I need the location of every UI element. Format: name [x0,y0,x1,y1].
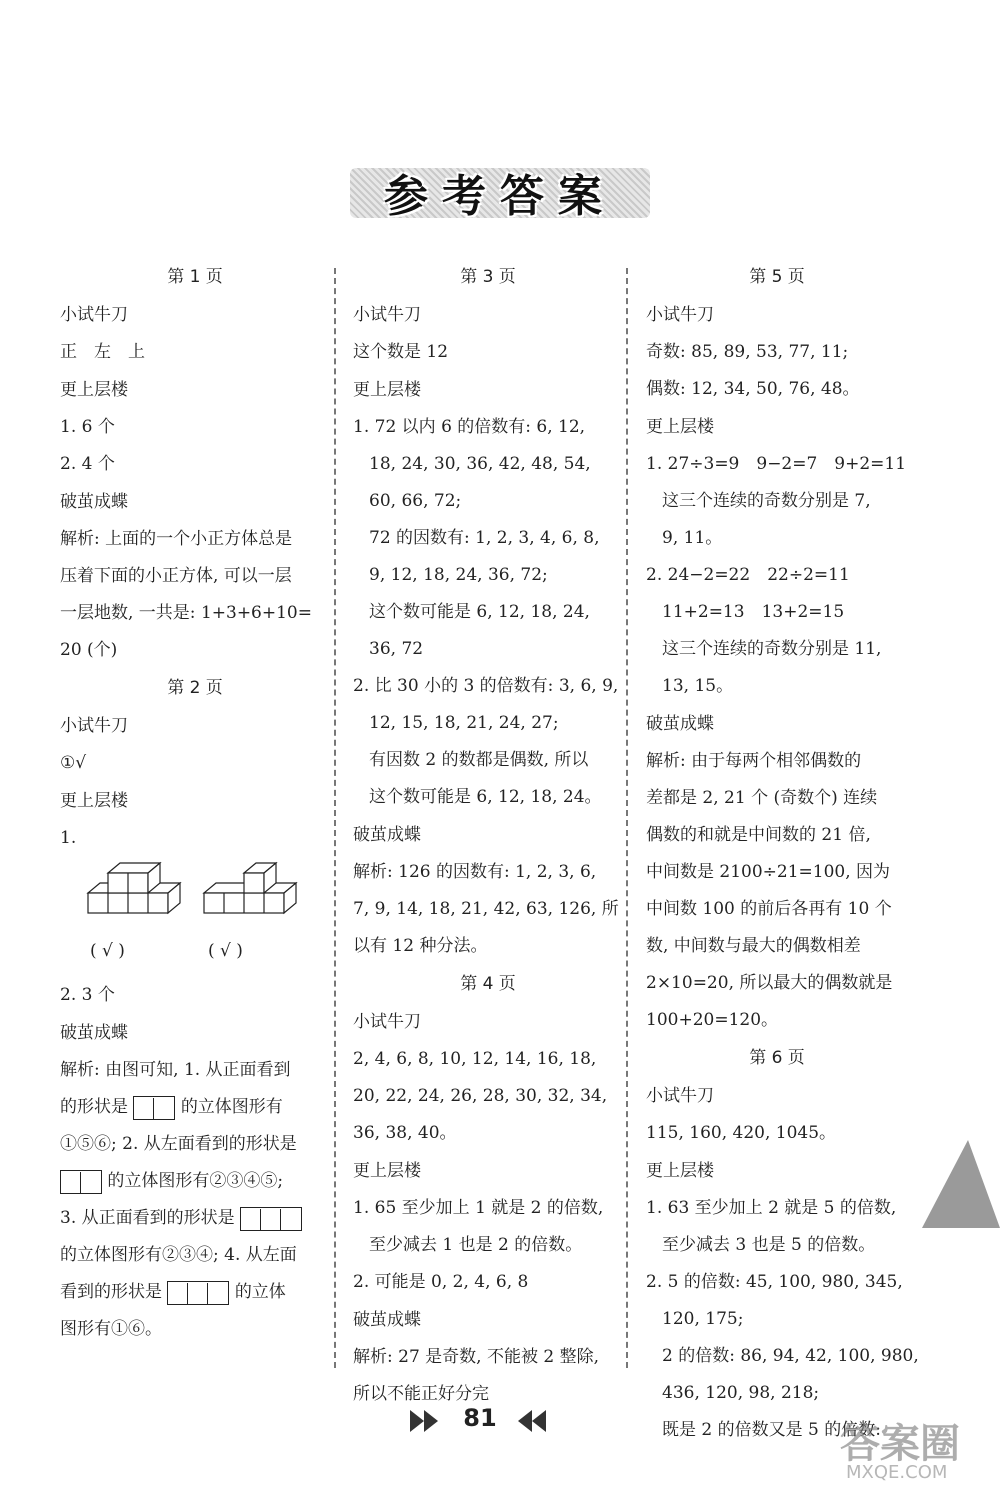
figure-2-answer: ( √ ) [208,941,243,961]
section-heading: 更上层楼 [60,791,128,811]
answer-line: 13, 15。 [662,676,734,696]
section-heading: 更上层楼 [353,380,421,400]
answer-line: 36, 72 [369,639,424,659]
section-heading: 破茧成蝶 [353,825,421,845]
section-heading: 更上层楼 [353,1161,421,1181]
answer-line: 这个数可能是 6, 12, 18, 24, [369,602,590,622]
answer-line: 7, 9, 14, 18, 21, 42, 63, 126, 所 [353,899,619,919]
section-heading: 小试牛刀 [60,716,128,736]
answer-line: 3. 从正面看到的形状是 [60,1200,330,1237]
section-heading: 破茧成蝶 [60,1023,128,1043]
answer-line: 解析: 由图可知, 1. 从正面看到 [60,1060,291,1080]
answer-line: 有因数 2 的数都是偶数, 所以 [369,750,589,770]
answer-line: 这三个连续的奇数分别是 11, [662,639,882,659]
answer-line: 2. 24−2=22 22÷2=11 [646,565,850,585]
shape-three-squares-icon [240,1207,302,1231]
section-heading: 破茧成蝶 [353,1310,421,1330]
margin-triangle-icon [922,1140,1000,1230]
answer-line: 偶数: 12, 34, 50, 76, 48。 [646,379,860,399]
answer-line: 20 (个) [60,640,118,660]
figure-1-answer: ( √ ) [90,941,125,961]
answer-line: 2. 4 个 [60,454,115,474]
answer-line: 36, 38, 40。 [353,1123,457,1143]
answer-line: 的立体图形有②③④⑤; [60,1163,330,1200]
answer-line: 20, 22, 24, 26, 28, 30, 32, 34, [353,1086,608,1106]
shape-two-squares-icon [60,1170,102,1194]
answer-line: 数, 中间数与最大的偶数相差 [646,936,861,956]
shape-two-squares-icon [133,1096,175,1120]
answer-line: 解析: 由于每两个相邻偶数的 [646,751,862,771]
answer-line: 2 的倍数: 86, 94, 42, 100, 980, [662,1346,919,1366]
section-heading: 更上层楼 [646,1161,714,1181]
column-divider [626,268,628,1368]
answer-line: 中间数 100 的前后各再有 10 个 [646,899,892,919]
arrow-left-icon [518,1406,554,1436]
page-heading: 第 5 页 [749,267,805,287]
answer-line: 一层地数, 一共是: 1+3+6+10= [60,603,312,623]
arrow-right-icon [410,1406,446,1436]
answer-line: 这三个连续的奇数分别是 7, [662,491,871,511]
answer-line: 奇数: 85, 89, 53, 77, 11; [646,342,849,362]
answer-line: 2. 5 的倍数: 45, 100, 980, 345, [646,1272,903,1292]
answer-line: 的立体图形有②③④; 4. 从左面 [60,1245,297,1265]
column-divider [334,268,336,1368]
answer-line: 11+2=13 13+2=15 [662,602,845,622]
page-heading: 第 6 页 [749,1048,805,1068]
section-heading: 更上层楼 [60,380,128,400]
section-heading: 小试牛刀 [60,305,128,325]
watermark-logo: 答案圈 MXQE.COM [840,1421,960,1483]
section-heading: 小试牛刀 [646,305,714,325]
page-heading: 第 4 页 [460,974,516,994]
cube-figures [60,857,330,977]
answer-line: 60, 66, 72; [369,491,462,511]
answer-line: 1. 27÷3=9 9−2=7 9+2=11 [646,454,907,474]
column-1 [60,258,330,1348]
section-heading: 小试牛刀 [353,305,421,325]
section-heading: 破茧成蝶 [646,714,714,734]
answer-line: 12, 15, 18, 21, 24, 27; [369,713,559,733]
section-heading: 小试牛刀 [353,1012,421,1032]
answer-line: 正 左 上 [60,342,145,362]
answer-line: 这个数是 12 [353,342,449,362]
answer-line: 2. 3 个 [60,985,115,1005]
page-title: 参考答案 [330,150,670,230]
shape-three-squares-icon [167,1281,229,1305]
answer-line: 1. 72 以内 6 的倍数有: 6, 12, [353,417,586,437]
answer-line: 解析: 27 是奇数, 不能被 2 整除, [353,1347,600,1367]
answer-line: 这个数可能是 6, 12, 18, 24。 [369,787,602,807]
answer-line: 2, 4, 6, 8, 10, 12, 14, 16, 18, [353,1049,597,1069]
answer-line: 至少减去 3 也是 5 的倍数。 [662,1235,876,1255]
answer-line: 解析: 126 的因数有: 1, 2, 3, 6, [353,862,597,882]
column-2 [353,258,623,1413]
answer-line: 看到的形状是 的立体 [60,1274,330,1311]
answer-line: 1. 6 个 [60,417,115,437]
page-number: 81 [463,1404,497,1432]
answer-line: 72 的因数有: 1, 2, 3, 4, 6, 8, [369,528,600,548]
page-heading: 第 3 页 [460,267,516,287]
answer-line: 436, 120, 98, 218; [662,1383,820,1403]
section-heading: 破茧成蝶 [60,492,128,512]
answer-line: 115, 160, 420, 1045。 [646,1123,837,1143]
answer-line: 以有 12 种分法。 [353,936,488,956]
answer-line: 偶数的和就是中间数的 21 倍, [646,825,871,845]
section-heading: 更上层楼 [646,417,714,437]
answer-line: 2. 可能是 0, 2, 4, 6, 8 [353,1272,529,1292]
page-heading: 第 2 页 [167,678,223,698]
column-3 [646,258,919,1449]
answer-line: 9, 11。 [662,528,723,548]
answer-line: 1. 63 至少加上 2 就是 5 的倍数, [646,1198,897,1218]
answer-line: 2×10=20, 所以最大的偶数就是 [646,973,893,993]
answer-line: 至少减去 1 也是 2 的倍数。 [369,1235,583,1255]
answer-line: 压着下面的小正方体, 可以一层 [60,566,292,586]
answer-line: 120, 175; [662,1309,744,1329]
answer-line: 1. [60,828,77,848]
answer-line: 1. 65 至少加上 1 就是 2 的倍数, [353,1198,604,1218]
answer-line: 9, 12, 18, 24, 36, 72; [369,565,548,585]
answer-line: ①⑤⑥; 2. 从左面看到的形状是 [60,1134,297,1154]
cube-diagram [84,857,324,937]
answer-line: 解析: 上面的一个小正方体总是 [60,529,293,549]
answer-line: 的形状是 的立体图形有 [60,1089,330,1126]
answer-line: 差都是 2, 21 个 (奇数个) 连续 [646,788,878,808]
answer-line: 2. 比 30 小的 3 的倍数有: 3, 6, 9, [353,676,619,696]
answer-line: 图形有①⑥。 [60,1319,162,1339]
answer-line: 18, 24, 30, 36, 42, 48, 54, [369,454,591,474]
answer-line: 所以不能正好分完 [353,1384,489,1404]
answer-line: 中间数是 2100÷21=100, 因为 [646,862,891,882]
page-heading: 第 1 页 [167,267,223,287]
section-heading: 小试牛刀 [646,1086,714,1106]
answer-line: ①√ [60,753,87,773]
answer-line: 100+20=120。 [646,1010,779,1030]
answer-line: 既是 2 的倍数又是 5 的倍数: [662,1420,881,1440]
